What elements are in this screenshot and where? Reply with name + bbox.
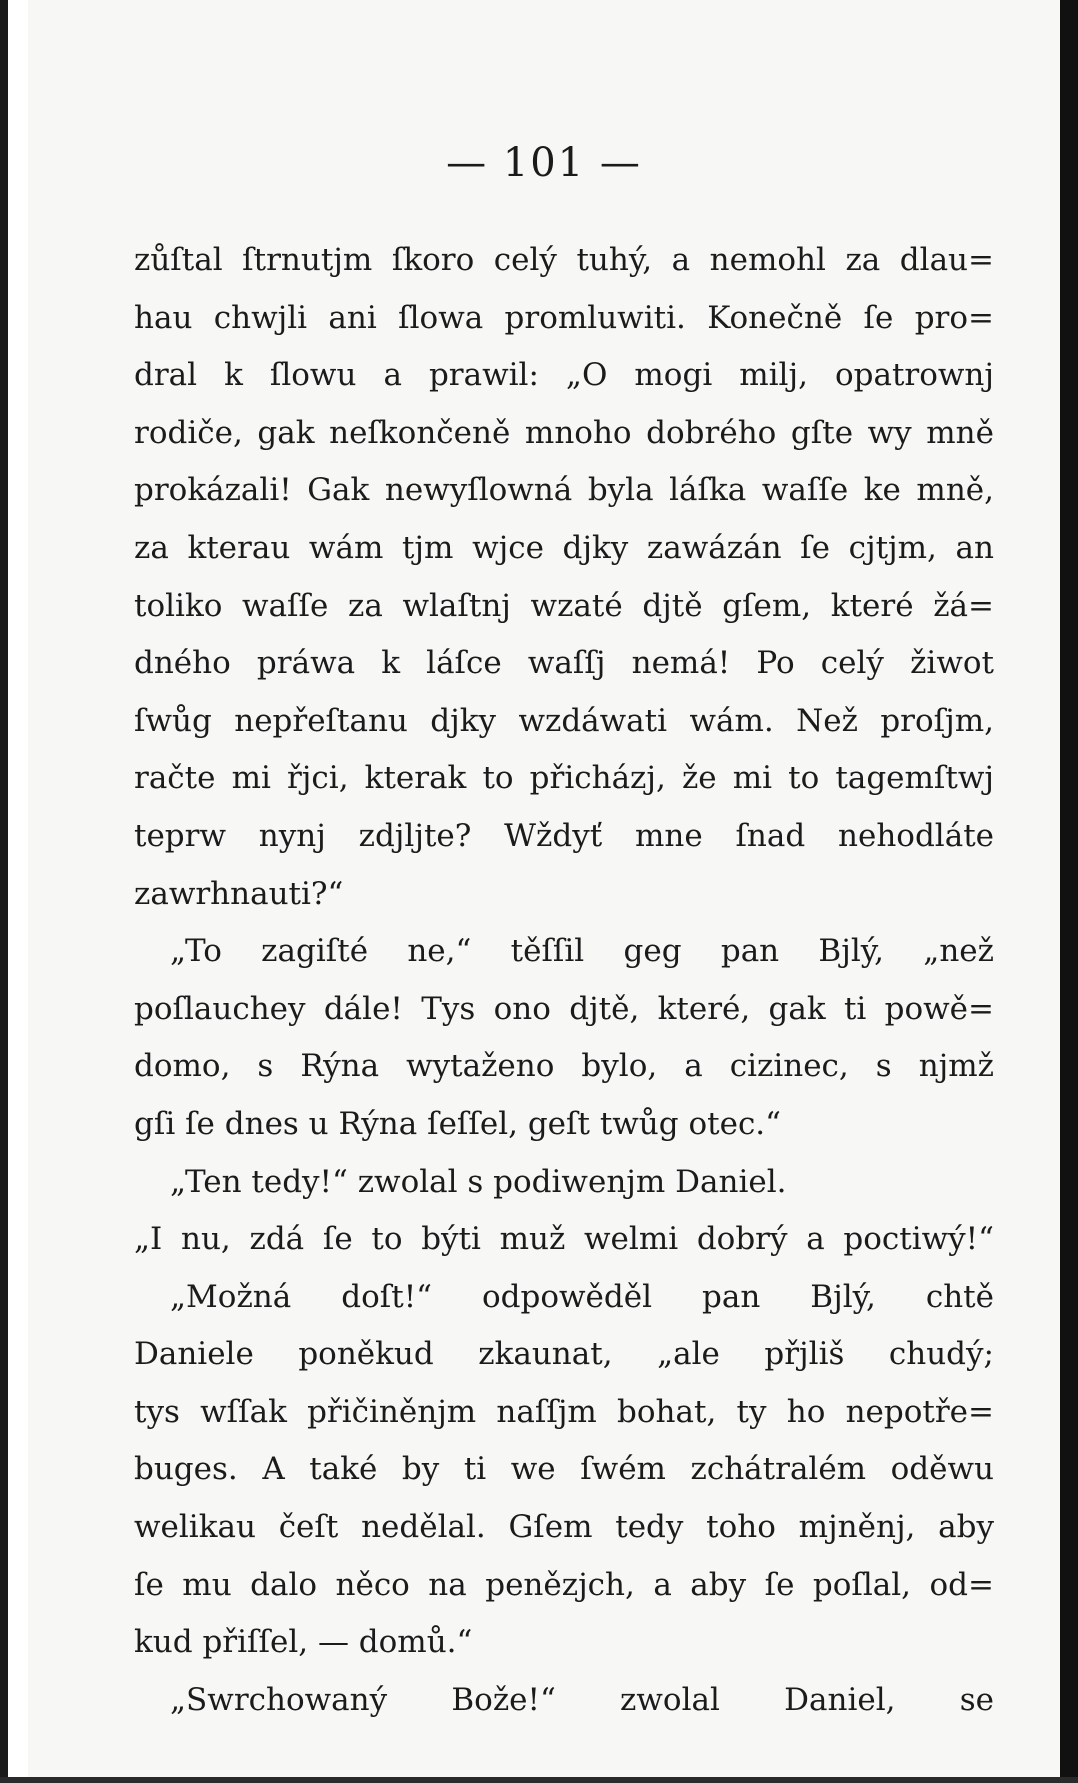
text-line: hau chwjli ani ſlowa promluwiti. Konečně ſe pro= [134,299,994,336]
scan-bottom-edge [0,1777,1078,1783]
text-line: „To zagiſté ne,“ těſſil geg pan Bjlý, „než [170,933,994,970]
body-text [134,232,994,1729]
text-line: za kterau wám tjm wjce djky zawázán ſe cjtjm, an [134,529,994,566]
text-line: ſwůg nepřeſtanu djky wzdáwati wám. Než proſjm, [134,702,994,739]
text-line: gſi ſe dnes u Rýna ſeſſel, geſt twůg otec.“ [134,1105,782,1142]
book-page [28,0,1060,1783]
text-line: domo, s Rýna wytaženo bylo, a cizinec, s njmž [134,1048,994,1085]
scan-right-edge [1060,0,1078,1783]
text-line: tys wſſak přičiněnjm naſſjm bohat, ty ho nepotře= [134,1393,994,1430]
text-line: zůſtal ſtrnutjm ſkoro celý tuhý, a nemohl za dlau= [134,242,994,278]
text-line: ſe mu dalo něco na penězjch, a aby ſe poſlal, od= [134,1566,994,1603]
text-line: teprw nynj zdjljte? Wždyť mne ſnad nehodláte [134,817,994,854]
text-line: welikau čeſt nedělal. Gſem tedy toho mjněnj, aby [134,1509,994,1546]
text-line: Daniele poněkud zkaunat, „ale přjliš chudý; [134,1336,994,1373]
text-line: račte mi řjci, kterak to přicházj, že mi to tagemſtwj [134,760,994,797]
text-line: rodiče, gak neſkončeně mnoho dobrého gſte wy mně [134,414,994,451]
text-line: „I nu, zdá ſe to býti muž welmi dobrý a poctiwý!“ [134,1221,994,1258]
text-line: dral k ſlowu a prawil: „O mogi milj, opatrownj [134,357,994,394]
text-line: prokázali! Gak newyſlowná byla láſka waſſe ke mně, [134,472,994,509]
text-line: buges. A také by ti we ſwém zchátralém oděwu [134,1451,994,1488]
text-line: zawrhnauti?“ [134,875,344,912]
scan-left-edge [0,0,8,1783]
text-line: „Možná doſt!“ odpowěděl pan Bjlý, chtě [170,1278,994,1315]
text-line: kud přiſſel, — domů.“ [134,1624,473,1661]
text-line: „Ten tedy!“ zwolal s podiwenjm Daniel. [170,1163,787,1200]
page-number: — 101 — [446,140,642,186]
text-line: toliko waſſe za wlaſtnj wzaté djtě gſem, které žá= [134,587,994,624]
text-line: poſlauchey dále! Tys ono djtě, které, gak ti powě= [134,990,994,1027]
text-line: dného práwa k láſce waſſj nemá! Po celý žiwot [134,645,994,682]
text-line: „Swrchowaný Bože!“ zwolal Daniel, se [170,1681,994,1718]
